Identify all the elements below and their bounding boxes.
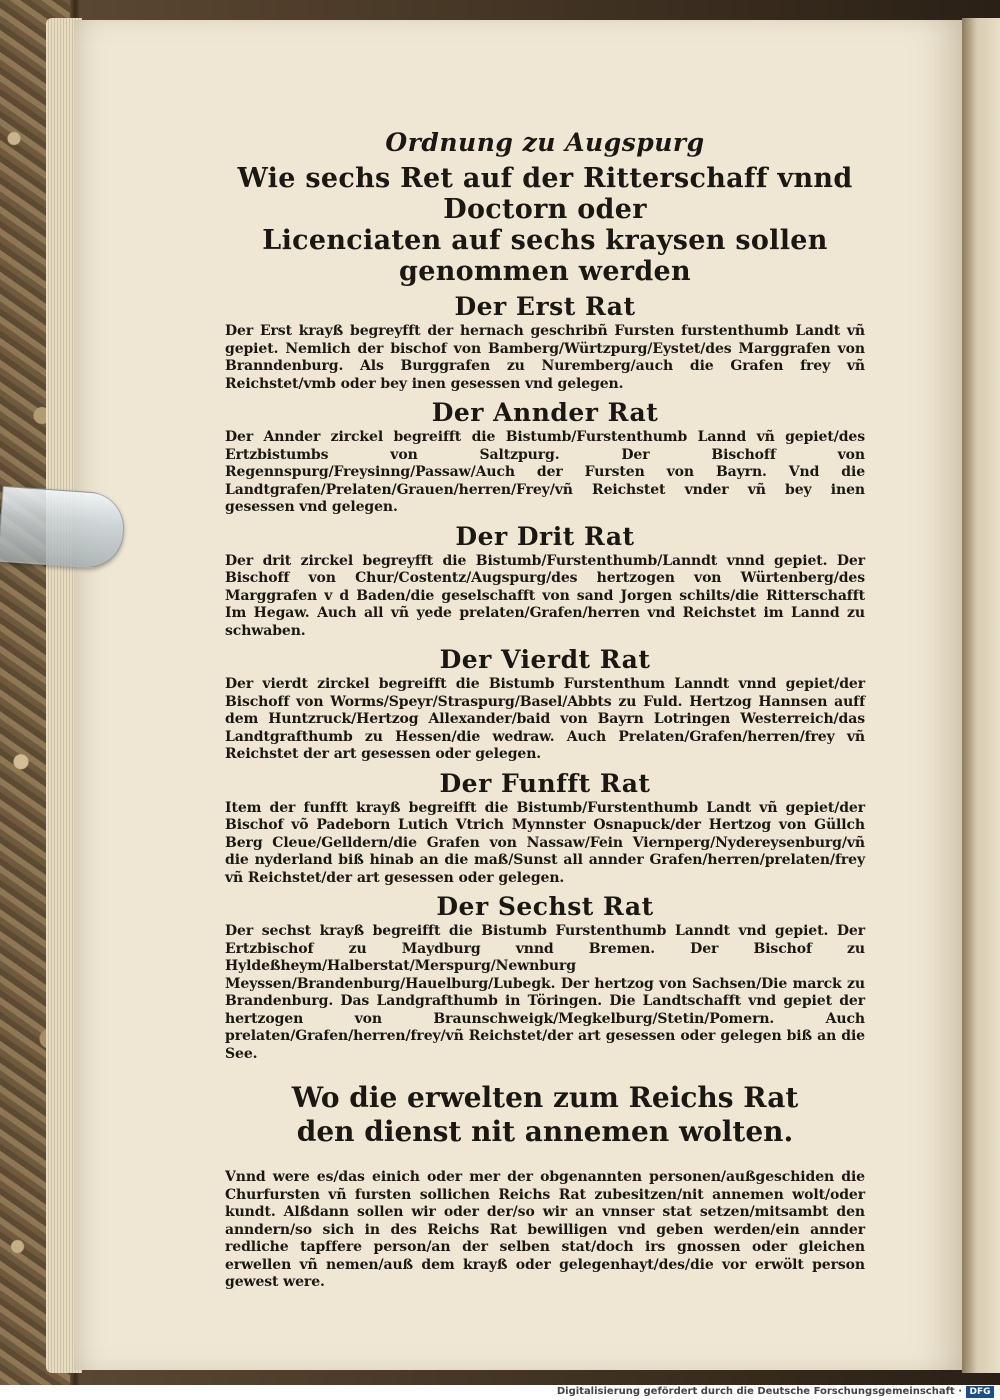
section-heading: Der Annder Rat <box>431 398 659 427</box>
closing-title-line-1: Wo die erwelten zum Reichs Rat <box>291 1081 799 1114</box>
section-text: Der drit zirckel begreyfft die Bistumb/Furstenthumb/Lanndt vnnd gepiet. Der Bischoff von Chur/Costentz/Augspurg/des hertzogen von Würtenberg/des Marggrafen v d Baden/die geselschafft von sand Jorgen schilts/die Ritterschafft Im Hegaw. Auch all vñ yede prelaten/Grafen/herren vnd Reichstet im Lannd zu schwaben. <box>225 552 865 639</box>
closing-title <box>225 1081 865 1149</box>
section-heading: Der Funfft Rat <box>439 768 651 798</box>
section-heading: Der Drit Rat <box>455 521 635 551</box>
section-heading: Der Sechst Rat <box>436 892 654 921</box>
section-1 <box>225 293 865 393</box>
page-holder-clip <box>0 486 126 570</box>
section-heading: Der Vierdt Rat <box>439 645 651 674</box>
dfg-logo: DFG <box>966 1386 994 1398</box>
section-text: Der Annder zirckel begreifft die Bistumb/Furstenthumb Lannd vñ gepiet/des Ertzbistumbs von Saltzpurg. Der Bischoff von Regennspurg/Freysinng/Passaw/Auch der Fursten von Bayrn. Vnd die Landtgrafen/Prelaten/Grauen/herren/Frey/vñ Reichstet vnder vñ bey inen gesessen vnd gelegen. <box>225 429 865 515</box>
section-3 <box>225 523 865 641</box>
page-header: Ordnung zu Augspurg <box>385 128 705 157</box>
section-heading: Der Erst Rat <box>454 292 636 321</box>
section-6 <box>225 893 865 1063</box>
section-text: Der sechst krayß begreifft die Bistumb Furstenthumb Lanndt vnd gepiet. Der Ertzbischof zu Maydburg vnnd Bremen. Der Bischof zu Hyldeßheym/Halberstat/Merspurg/Newnburg Meyssen/Brandenburg/Hauelburg/Lubegk. Der hertzog von Sachsen/Die marck zu Brandenburg. Das Landgrafthumb in Töringen. Die Landtschafft vnd gepiet der hertzogen von Braunschweigk/Megkelburg/Stetin/Pomern. Auch prelaten/Grafen/herren/frey/vñ Reichstet/der art gesessen oder gelegen biß an die See. <box>225 923 865 1062</box>
section-text: Item der funfft krayß begreifft die Bistumb/Furstenthumb Landt vñ gepiet/der Bischof võ Padeborn Lutich Vtrich Mynnster Osnapuck/der Hertzog von Güllch Berg Cleue/Gelldern/die Grafen von Nassaw/Fein Viernperg/Nydereysenburg/vñ die nyderland biß hinab an die maß/Sunst all annder Grafen/herren/prelaten/frey vñ Reichstet/der art gesessen oder gelegen. <box>225 799 865 886</box>
main-title-line-1: Wie sechs Ret auf der Ritterschaff vnnd Doctorn oder <box>237 163 853 225</box>
closing-title-line-2: den dienst nit annemen wolten. <box>296 1115 794 1148</box>
main-title-line-2: Licenciaten auf sechs kraysen sollen genommen werden <box>262 225 828 287</box>
footer-credit: Digitalisierung gefördert durch die Deutsche Forschungsgemeinschaft · <box>556 1386 962 1397</box>
page-content <box>225 128 865 1292</box>
section-text: Der Erst krayß begreyfft der hernach geschribñ Fursten furstenthumb Landt vñ gepiet. Nemlich der bischof von Bamberg/Würtzpurg/Eystet/des Marggrafen von Branndenburg. Als Burggrafen zu Nuremberg/auch die Grafen frey vñ Reichstet/vmb oder bey inen gesessen vnd gelegen. <box>225 323 865 392</box>
section-4 <box>225 646 865 764</box>
facing-page-edge <box>962 18 1000 1373</box>
section-text: Der vierdt zirckel begreifft die Bistumb Furstenthum Lanndt vnnd gepiet/der Bischoff von Worms/Speyr/Straspurg/Basel/Abbts zu Fuld. Hertzog Hannsen auff dem Huntzruck/Hertzog Allexander/baid von Bayrn Lotringen Westerreich/das Landtgrafthumb zu Hessen/die wedraw. Auch Prelaten/Grafen/herren/frey vñ Reichstet der art gesessen oder gelegen. <box>225 676 865 762</box>
closing-text: Vnnd were es/das einich oder mer der obgenannten personen/außgeschiden die Churfursten vñ fursten sollichen Reichs Rat zubesitzen/nit annemen wolt/oder kundt. Alßdann sollen wir oder der/so wir an vnnser stat setzen/mitsambt den anndern/so sich in des Reichs Rat bewilligen vnd geben werden/ein annder redliche tapffere person/an der selben stat/doch irs gnossen oder gleichen erwellen vñ nemen/auß dem krayß oder gelegenhayt/des/die vor erwölt person gewest were. <box>225 1169 865 1290</box>
section-5 <box>225 770 865 888</box>
closing-section <box>225 1081 865 1292</box>
section-2 <box>225 399 865 517</box>
